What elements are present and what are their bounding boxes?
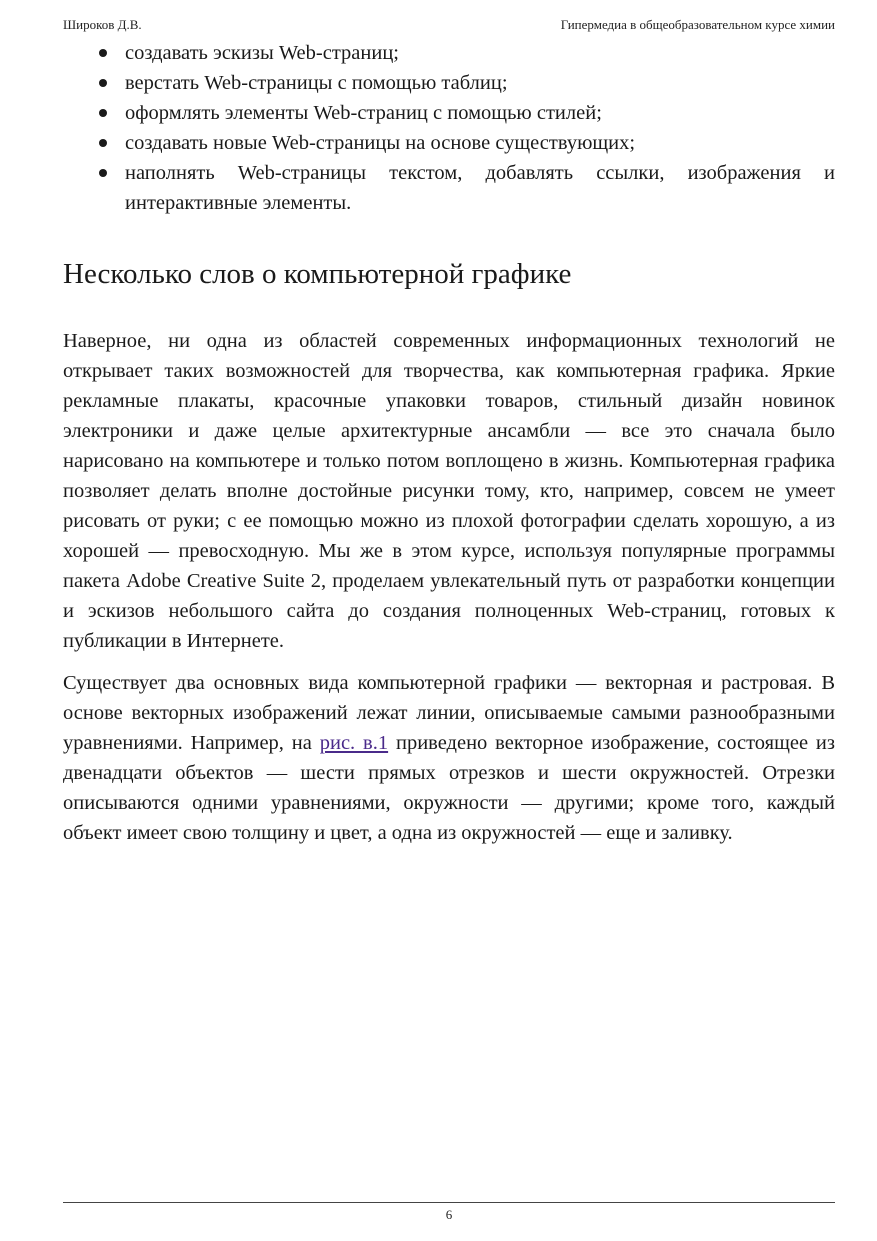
section-heading: Несколько слов о компьютерной графике	[63, 258, 572, 290]
bullet-icon	[99, 139, 107, 147]
figure-link[interactable]: рис. в.1	[319, 732, 389, 754]
bullet-icon	[99, 109, 107, 117]
paragraph-text-end: приведено векторное изображение, состоящее из двенадцати объектов — шести прямых отрезков и шести окружностей. Отрезки описываются одними уравнениями, окружности — другими; кроме того, каждый объект имеет свою толщину и цвет, а одна из окружностей — еще и заливку.	[63, 732, 835, 844]
page-content	[63, 38, 835, 848]
footer-divider	[63, 1202, 835, 1203]
header-book-title: Гипермедиа в общеобразовательном курсе химии	[560, 17, 835, 32]
list-item	[63, 98, 835, 128]
bullet-icon	[99, 169, 107, 177]
bullet-icon	[99, 79, 107, 87]
page-number: 6	[445, 1207, 453, 1222]
header-author: Широков Д.В.	[63, 17, 142, 32]
list-item	[63, 128, 835, 158]
skills-bullet-list	[63, 38, 835, 218]
list-item	[63, 158, 835, 218]
list-item-text: наполнять Web-страницы текстом, добавлять ссылки, изображения и интерактивные элементы.	[125, 162, 835, 214]
list-item-text: оформлять элементы Web-страниц с помощью стилей;	[125, 102, 602, 124]
bullet-icon	[99, 49, 107, 57]
paragraph-intro: Наверное, ни одна из областей современных информационных технологий не открывает таких возможностей для творчества, как компьютерная графика. Яркие рекламные плакаты, красочные упаковки товаров, стильный дизайн новинок электроники и даже целые архитектурные ансамбли — все это сначала было нарисовано на компьютере и только потом воплощено в жизнь. Компьютерная графика позволяет делать вполне достойные рисунки тому, кто, например, совсем не умеет рисовать от руки; с ее помощью можно из плохой фотографии сделать хорошую, а из хорошей — превосходную. Мы же в этом курсе, используя популярные программы пакета Adobe Creative Suite 2, проделаем увлекательный путь от разработки концепции и эскизов небольшого сайта до создания полноценных Web-страниц, готовых к публикации в Интернете.	[63, 330, 835, 652]
list-item	[63, 38, 835, 68]
list-item-text: верстать Web-страницы с помощью таблиц;	[125, 72, 508, 94]
list-item-text: создавать новые Web-страницы на основе существующих;	[125, 132, 636, 154]
list-item	[63, 68, 835, 98]
page-header	[63, 16, 835, 34]
list-item-text: создавать эскизы Web-страниц;	[125, 42, 399, 64]
paragraph-text-start: Существует два основных вида компьютерной графики — векторная и растровая. В основе векторных изображений лежат линии, описываемые самыми разнообразными уравнениями. Например, на	[63, 672, 835, 754]
paragraph-graphics-types	[63, 668, 835, 848]
